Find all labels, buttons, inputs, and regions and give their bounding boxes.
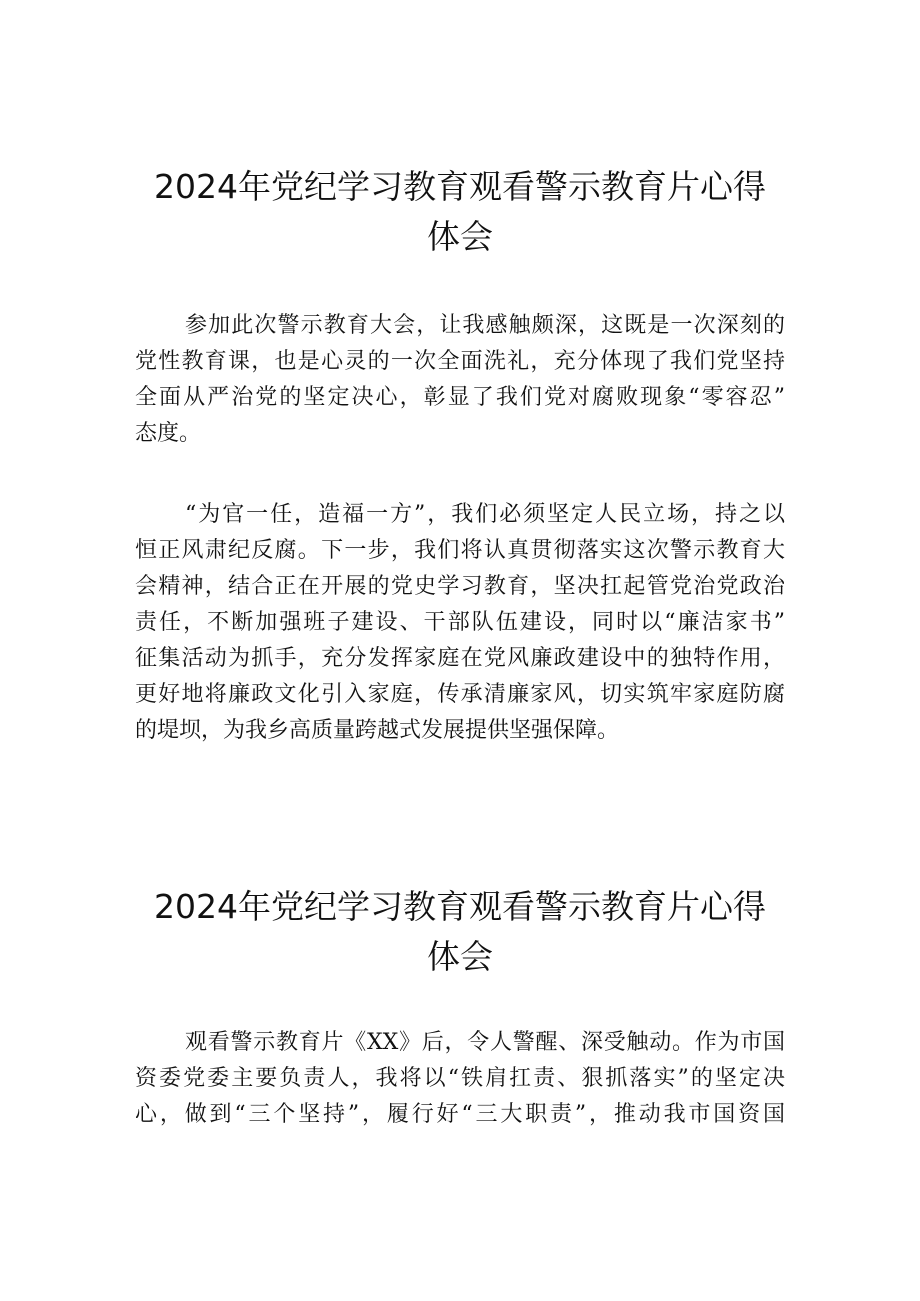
text-line: 态度。 — [135, 421, 202, 446]
text-line: “为官一任，造福一方”，我们必须坚定人民立场，持之以 — [185, 502, 785, 527]
title-line: 体会 — [427, 937, 493, 976]
title-line: 2024年党纪学习教育观看警示教育片心得 — [154, 887, 766, 926]
section-1-title — [135, 162, 785, 262]
section-1-paragraph-2 — [135, 497, 785, 749]
text-line: 心，做到“三个坚持”，履行好“三大职责”，推动我市国资国 — [135, 1102, 785, 1127]
title-line: 体会 — [427, 217, 493, 256]
text-line: 恒正风肃纪反腐。下一步，我们将认真贯彻落实这次警示教育大 — [135, 538, 785, 563]
text-line: 观看警示教育片《XX》后，令人警醒、深受触动。作为市国 — [185, 1030, 785, 1055]
section-2-title — [135, 882, 785, 982]
text-line: 全面从严治党的坚定决心，彰显了我们党对腐败现象“零容忍” — [135, 385, 785, 410]
title-line: 2024年党纪学习教育观看警示教育片心得 — [154, 167, 766, 206]
text-line: 党性教育课，也是心灵的一次全面洗礼，充分体现了我们党坚持 — [135, 349, 785, 374]
text-line: 责任，不断加强班子建设、干部队伍建设，同时以“廉洁家书” — [135, 610, 785, 635]
text-line: 更好地将廉政文化引入家庭，传承清廉家风，切实筑牢家庭防腐 — [135, 682, 785, 707]
text-line: 征集活动为抓手，充分发挥家庭在党风廉政建设中的独特作用， — [135, 646, 785, 671]
text-line: 参加此次警示教育大会，让我感触颇深，这既是一次深刻的 — [185, 313, 785, 338]
section-2-paragraph-1 — [135, 1025, 785, 1133]
text-line: 资委党委主要负责人，我将以“铁肩扛责、狠抓落实”的坚定决 — [135, 1066, 785, 1091]
text-line: 的堤坝，为我乡高质量跨越式发展提供坚强保障。 — [135, 718, 620, 743]
section-1-paragraph-1 — [135, 308, 785, 452]
text-line: 会精神，结合正在开展的党史学习教育，坚决扛起管党治党政治 — [135, 574, 785, 599]
